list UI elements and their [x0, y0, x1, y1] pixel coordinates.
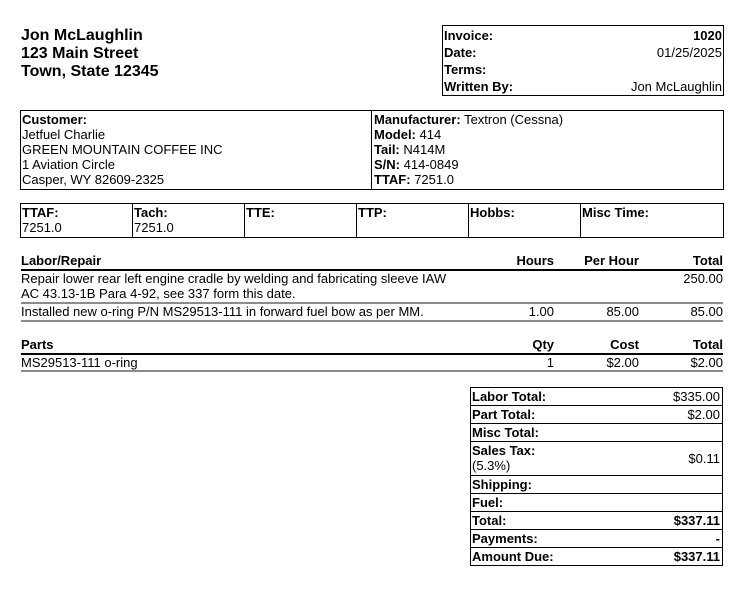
time-label: Misc Time:	[582, 205, 649, 220]
grand-total-value: $337.11	[673, 513, 720, 528]
labor-total-value: $335.00	[673, 389, 720, 404]
customer-aircraft-box	[20, 110, 724, 190]
payments-value: -	[715, 531, 720, 546]
part-total-label: Part Total:	[472, 407, 536, 422]
labor-total: 85.00	[690, 304, 723, 319]
customer-city-state-zip: Casper, WY 82609-2325	[22, 172, 165, 187]
time-cell-misc	[581, 204, 723, 237]
invoice-number-label: Invoice:	[444, 28, 494, 43]
shop-address-block	[21, 27, 159, 81]
labor-hours: 1.00	[528, 304, 554, 319]
sales-tax-value: $0.11	[688, 451, 720, 466]
aircraft-tail	[374, 142, 722, 157]
invoice-terms-label: Terms:	[444, 62, 487, 77]
customer-address: 1 Aviation Circle	[22, 157, 115, 172]
written-by-label: Written By:	[444, 79, 514, 94]
written-by: Jon McLaughlin	[630, 79, 722, 94]
labor-header-per-hour: Per Hour	[584, 253, 639, 268]
part-qty: 1	[546, 355, 554, 370]
customer-block	[22, 112, 372, 187]
aircraft-model	[374, 127, 722, 142]
invoice-terms-row	[444, 61, 722, 78]
aircraft-ttaf	[374, 172, 722, 187]
sales-tax-label: Sales Tax:	[472, 443, 536, 458]
shop-name: Jon McLaughlin	[21, 27, 143, 44]
aircraft-sn	[374, 157, 722, 172]
shipping-label: Shipping:	[472, 477, 532, 492]
shipping-row	[471, 476, 722, 494]
labor-total-label: Labor Total:	[472, 389, 547, 404]
time-label: TTE:	[246, 205, 275, 220]
parts-header-description: Parts	[21, 337, 54, 352]
ttaf-label: TTAF:	[374, 172, 411, 187]
sn-value: 414-0849	[400, 157, 459, 172]
labor-total: 250.00	[683, 271, 723, 286]
tail-label: Tail:	[374, 142, 400, 157]
invoice-date-label: Date:	[444, 45, 477, 60]
model-label: Model:	[374, 127, 416, 142]
invoice-info-box	[442, 25, 724, 96]
time-label: Hobbs:	[470, 205, 515, 220]
part-total-value: $2.00	[687, 407, 720, 422]
grand-total-row	[471, 512, 722, 530]
customer-company: GREEN MOUNTAIN COFFEE INC	[22, 142, 223, 157]
amount-due-row	[471, 548, 722, 565]
labor-row	[21, 304, 723, 322]
payments-label: Payments:	[472, 531, 538, 546]
time-cell-tach	[133, 204, 245, 237]
totals-box	[470, 387, 723, 566]
payments-row	[471, 530, 722, 548]
parts-header-qty: Qty	[532, 337, 554, 352]
labor-per-hour: 85.00	[606, 304, 639, 319]
time-value: 7251.0	[134, 220, 174, 235]
sales-tax-row	[471, 442, 722, 476]
aircraft-times-table	[20, 203, 724, 238]
invoice-date: 01/25/2025	[656, 45, 722, 60]
aircraft-block	[371, 111, 722, 189]
customer-name: Jetfuel Charlie	[22, 127, 106, 142]
labor-header-hours: Hours	[516, 253, 554, 268]
tail-value: N414M	[399, 142, 446, 157]
time-label: TTAF:	[22, 205, 59, 220]
time-cell-tte	[245, 204, 357, 237]
part-total: $2.00	[690, 355, 723, 370]
labor-description-line1: Repair lower rear left engine cradle by welding and fabricating sleeve IAW	[21, 271, 447, 286]
labor-header-description: Labor/Repair	[21, 253, 102, 268]
labor-table-header	[21, 253, 723, 271]
labor-total-row	[471, 388, 722, 406]
amount-due-value: $337.11	[673, 549, 720, 564]
parts-row	[21, 355, 723, 372]
customer-label: Customer:	[22, 112, 88, 127]
manufacturer-value: Textron (Cessna)	[460, 112, 564, 127]
ttaf-value: 7251.0	[410, 172, 454, 187]
model-value: 414	[415, 127, 442, 142]
labor-header-total: Total	[692, 253, 723, 268]
time-cell-ttaf	[21, 204, 133, 237]
grand-total-label: Total:	[472, 513, 507, 528]
invoice-number-row	[444, 27, 722, 44]
parts-header-total: Total	[692, 337, 723, 352]
part-total-row	[471, 406, 722, 424]
invoice-date-row	[444, 44, 722, 61]
time-label: TTP:	[358, 205, 387, 220]
aircraft-manufacturer	[374, 112, 722, 127]
time-value: 7251.0	[22, 220, 62, 235]
sn-label: S/N:	[374, 157, 400, 172]
misc-total-row	[471, 424, 722, 442]
amount-due-label: Amount Due:	[472, 549, 554, 564]
part-cost: $2.00	[606, 355, 639, 370]
fuel-row	[471, 494, 722, 512]
parts-table-header	[21, 337, 723, 355]
fuel-label: Fuel:	[472, 495, 504, 510]
time-cell-ttp	[357, 204, 469, 237]
misc-total-label: Misc Total:	[472, 425, 539, 440]
labor-description-line2: AC 43.13-1B Para 4-92, see 337 form this date.	[21, 286, 296, 301]
invoice-written-by-row	[444, 78, 722, 95]
shop-street: 123 Main Street	[21, 45, 139, 62]
time-label: Tach:	[134, 205, 168, 220]
time-cell-hobbs	[469, 204, 581, 237]
labor-description-line1: Installed new o-ring P/N MS29513-111 in forward fuel bow as per MM.	[21, 304, 424, 319]
manufacturer-label: Manufacturer:	[374, 112, 461, 127]
invoice-number: 1020	[693, 28, 722, 43]
parts-header-cost: Cost	[610, 337, 639, 352]
shop-city-state-zip: Town, State 12345	[21, 63, 159, 80]
part-description: MS29513-111 o-ring	[21, 355, 138, 370]
sales-tax-rate: (5.3%)	[472, 458, 511, 473]
labor-row	[21, 271, 723, 304]
